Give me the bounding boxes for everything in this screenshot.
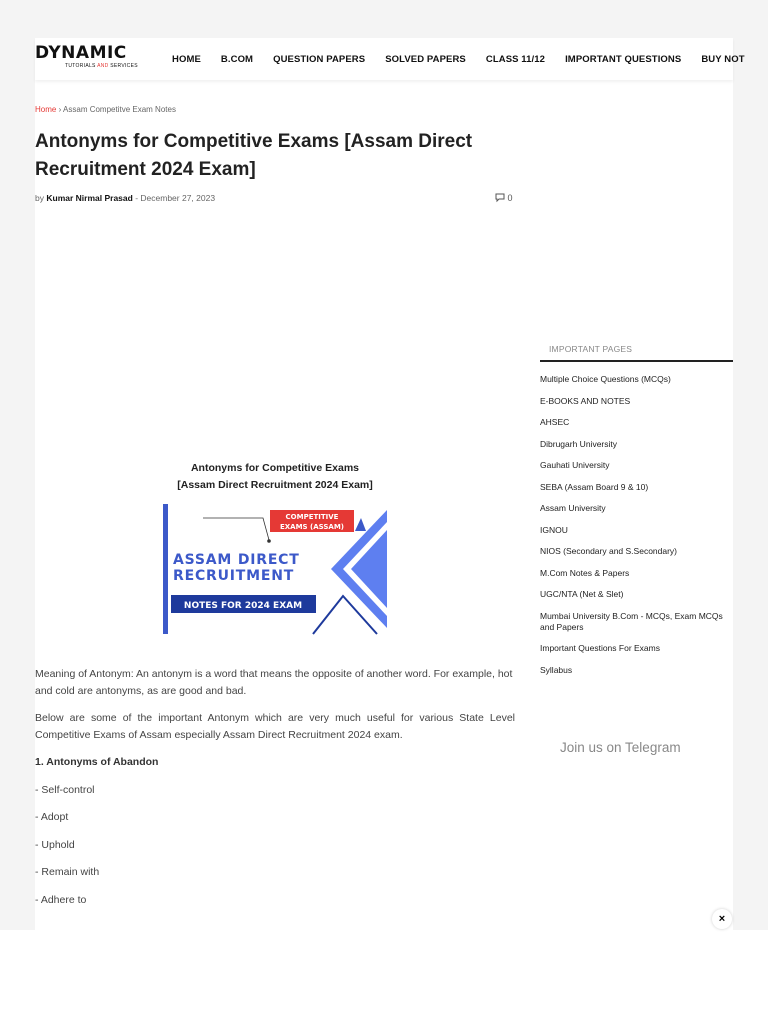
- post-meta: [35, 193, 215, 203]
- site-logo[interactable]: [35, 44, 145, 69]
- sidebar-list: [540, 374, 733, 676]
- sidebar-link-mumbai[interactable]: Mumbai University B.Com - MCQs, Exam MCQs and Papers: [540, 610, 723, 632]
- meta-dash: -: [135, 193, 139, 203]
- paragraph-meaning: Meaning of Antonym: An antonym is a word that means the opposite of another word. For example, hot and cold are antonyms, as are good and bad.: [35, 668, 513, 697]
- nav-class-11-12[interactable]: CLASS 11/12: [485, 53, 546, 65]
- breadcrumb-category[interactable]: Assam Competitve Exam Notes: [63, 105, 176, 114]
- banner-hand-icon: [355, 518, 366, 531]
- banner-tag-line-1: COMPETITIVE: [285, 513, 339, 521]
- list-item: - Adhere to: [35, 893, 87, 906]
- sidebar-link-mcqs[interactable]: Multiple Choice Questions (MCQs): [540, 374, 671, 384]
- sidebar-heading: IMPORTANT PAGES: [540, 344, 733, 362]
- main-nav: [172, 38, 765, 80]
- meta-by: by: [35, 193, 44, 203]
- banner-left-bar: [163, 504, 168, 634]
- logo-text: DYNAMIC: [35, 43, 127, 63]
- sidebar-link-important-questions[interactable]: Important Questions For Exams: [540, 643, 660, 653]
- section-heading: 1. Antonyms of Abandon: [35, 756, 159, 768]
- image-caption: Antonyms for Competitive Exams [Assam Direct Recruitment 2024 Exam]: [177, 462, 373, 491]
- breadcrumb-home[interactable]: Home: [35, 105, 57, 114]
- list-item: - Adopt: [35, 811, 69, 823]
- comment-count: 0: [507, 193, 513, 203]
- sidebar-link-seba[interactable]: SEBA (Assam Board 9 & 10): [540, 481, 649, 492]
- nav-buy-notes[interactable]: BUY NOT: [701, 53, 745, 65]
- site-header: [35, 38, 745, 80]
- sidebar: [540, 344, 733, 686]
- comments-link[interactable]: [495, 193, 513, 203]
- sidebar-link-assam-university[interactable]: Assam University: [540, 503, 606, 513]
- banner-line-1: ASSAM DIRECT: [173, 552, 300, 568]
- post-date: December 27, 2023: [140, 193, 216, 203]
- telegram-link[interactable]: Join us on Telegram: [560, 740, 681, 755]
- nav-home[interactable]: HOME: [172, 53, 201, 65]
- sidebar-link-ahsec[interactable]: AHSEC: [540, 417, 570, 427]
- list-item: - Self-control: [35, 783, 95, 796]
- sidebar-link-syllabus[interactable]: Syllabus: [540, 664, 573, 675]
- breadcrumb: [35, 105, 176, 114]
- featured-image: [163, 504, 387, 634]
- close-ad-button[interactable]: ×: [712, 909, 732, 929]
- sidebar-link-nios[interactable]: NIOS (Secondary and S.Secondary): [540, 546, 678, 556]
- nav-solved-papers[interactable]: SOLVED PAPERS: [385, 53, 466, 65]
- sidebar-link-ugc-nta[interactable]: UGC/NTA (Net & Slet): [540, 589, 624, 599]
- paragraph-intro: Below are some of the important Antonym which are very much useful for various State Level Competitive Exams of Assam especially Assam Direct Recruitment 2024 exam.: [35, 712, 515, 741]
- sidebar-link-ignou[interactable]: IGNOU: [540, 524, 568, 535]
- sidebar-link-dibrugarh[interactable]: Dibrugarh University: [540, 438, 617, 449]
- ad-banner-top: [35, 908, 733, 930]
- banner-line-2: RECRUITMENT: [173, 568, 295, 584]
- breadcrumb-separator: ›: [58, 105, 62, 114]
- list-item: - Remain with: [35, 866, 100, 878]
- banner-pointer-line: [203, 518, 269, 540]
- nav-question-papers[interactable]: QUESTION PAPERS: [273, 53, 366, 65]
- sidebar-link-ebooks[interactable]: E-BOOKS AND NOTES: [540, 395, 631, 406]
- comment-icon: [495, 193, 505, 202]
- banner-tag-line-2: EXAMS (ASSAM): [279, 523, 345, 531]
- article-body: [35, 666, 515, 919]
- nav-bcom[interactable]: B.COM: [220, 53, 254, 65]
- list-item: - Uphold: [35, 838, 75, 851]
- page-title: Antonyms for Competitive Exams [Assam Direct Recruitment 2024 Exam]: [35, 131, 473, 180]
- banner-strip-text: NOTES FOR 2024 EXAM: [183, 601, 303, 611]
- nav-important-questions[interactable]: IMPORTANT QUESTIONS: [565, 53, 682, 65]
- author-link[interactable]: Kumar Nirmal Prasad: [46, 193, 133, 203]
- sidebar-link-mcom[interactable]: M.Com Notes & Papers: [540, 567, 630, 578]
- ad-banner: [0, 930, 768, 1024]
- logo-tagline: TUTORIALS AND SERVICES: [65, 63, 138, 69]
- sidebar-link-gauhati[interactable]: Gauhati University: [540, 460, 610, 470]
